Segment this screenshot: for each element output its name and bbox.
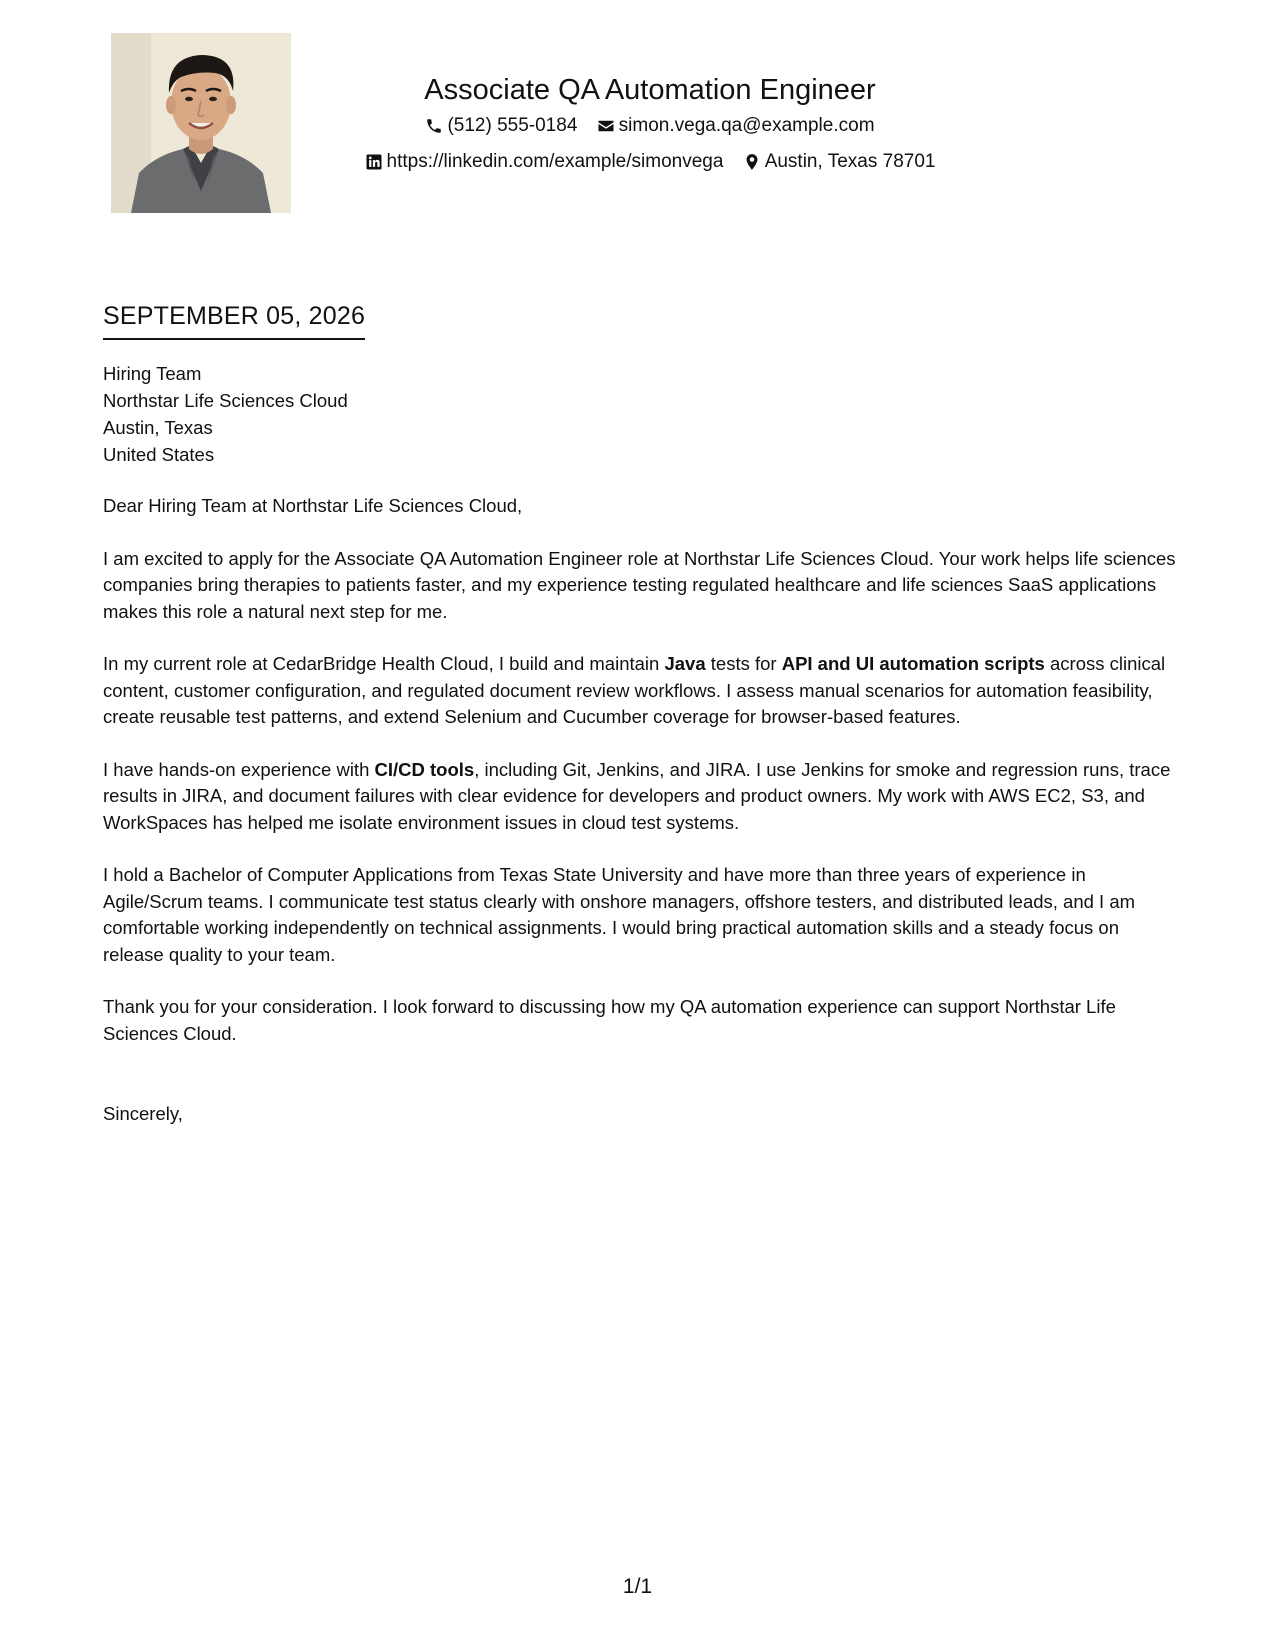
text-run: tests for	[705, 653, 782, 674]
paragraph-education: I hold a Bachelor of Computer Applications from Texas State University and have more than three years of experience in Agile/Scrum teams. I communicate test status clearly with onshore managers, offshore testers, and distributed leads, and I am comfortable working independently on technical assignments. I would bring practical automation skills and a steady focus on release quality to your team.	[103, 864, 1136, 965]
envelope-icon	[597, 117, 615, 135]
paragraph-current-role	[103, 651, 1183, 731]
salutation: Dear Hiring Team at Northstar Life Sciences Cloud,	[103, 495, 523, 516]
linkedin-contact	[365, 150, 724, 174]
linkedin-url: https://linkedin.com/example/simonvega	[386, 151, 724, 172]
map-pin-icon	[743, 153, 761, 171]
profile-photo	[111, 33, 291, 213]
letter-date-block	[103, 300, 365, 340]
recipient-line: Hiring Team	[103, 363, 202, 384]
closing: Sincerely,	[103, 1103, 183, 1124]
recipient-line: United States	[103, 444, 215, 465]
paragraph-intro: I am excited to apply for the Associate QA Automation Engineer role at Northstar Life Sciences Cloud. Your work helps life sciences companies bring therapies to patients faster, and my experience testing regulated healthcare and life sciences SaaS applications makes this role a natural next step for me.	[103, 547, 1176, 622]
text-run: In my current role at CedarBridge Health Cloud, I build and maintain	[103, 653, 665, 674]
job-title: Associate QA Automation Engineer	[424, 74, 876, 106]
bold-text: API and UI automation scripts	[781, 653, 1045, 674]
page-number: 1/1	[622, 1575, 653, 1598]
text-run: , including Git, Jenkins, and JIRA. I use Jenkins for smoke and regression runs, trace results in JIRA, and document failures with clear evidence for developers and product owners. My work with AWS EC2, S3, and WorkSpaces has helped me isolate environment issues in cloud test systems.	[103, 758, 1171, 833]
email-contact	[597, 114, 875, 138]
location-text: Austin, Texas 78701	[764, 151, 936, 172]
text-run: I have hands-on experience with	[103, 758, 375, 780]
paragraph-thanks: Thank you for your consideration. I look forward to discussing how my QA automation experience can support Northstar Life Sciences Cloud.	[103, 996, 1116, 1044]
location-contact	[743, 150, 936, 174]
email-address: simon.vega.qa@example.com	[618, 115, 875, 136]
recipient-line: Northstar Life Sciences Cloud	[103, 390, 348, 411]
text-run: across clinical content, customer configuration, and regulated document review workflows. I assess manual scenarios for automation feasibility, create reusable test patterns, and extend Selenium and Cucumber coverage for browser-based features.	[103, 653, 1166, 727]
letter-date: SEPTEMBER 05, 2026	[103, 300, 365, 340]
contact-line-1	[300, 114, 1000, 142]
phone-contact	[425, 114, 577, 138]
bold-text: Java	[664, 653, 706, 674]
phone-icon	[425, 117, 443, 135]
letter-header	[300, 72, 1000, 178]
linkedin-icon	[365, 153, 383, 171]
bold-text: CI/CD tools	[374, 758, 475, 780]
contact-line-2	[300, 150, 1000, 178]
paragraph-cicd	[103, 757, 1183, 837]
recipient-address	[103, 360, 348, 468]
recipient-line: Austin, Texas	[103, 417, 213, 438]
letter-body	[103, 493, 1183, 1073]
phone-number: (512) 555-0184	[447, 115, 578, 136]
